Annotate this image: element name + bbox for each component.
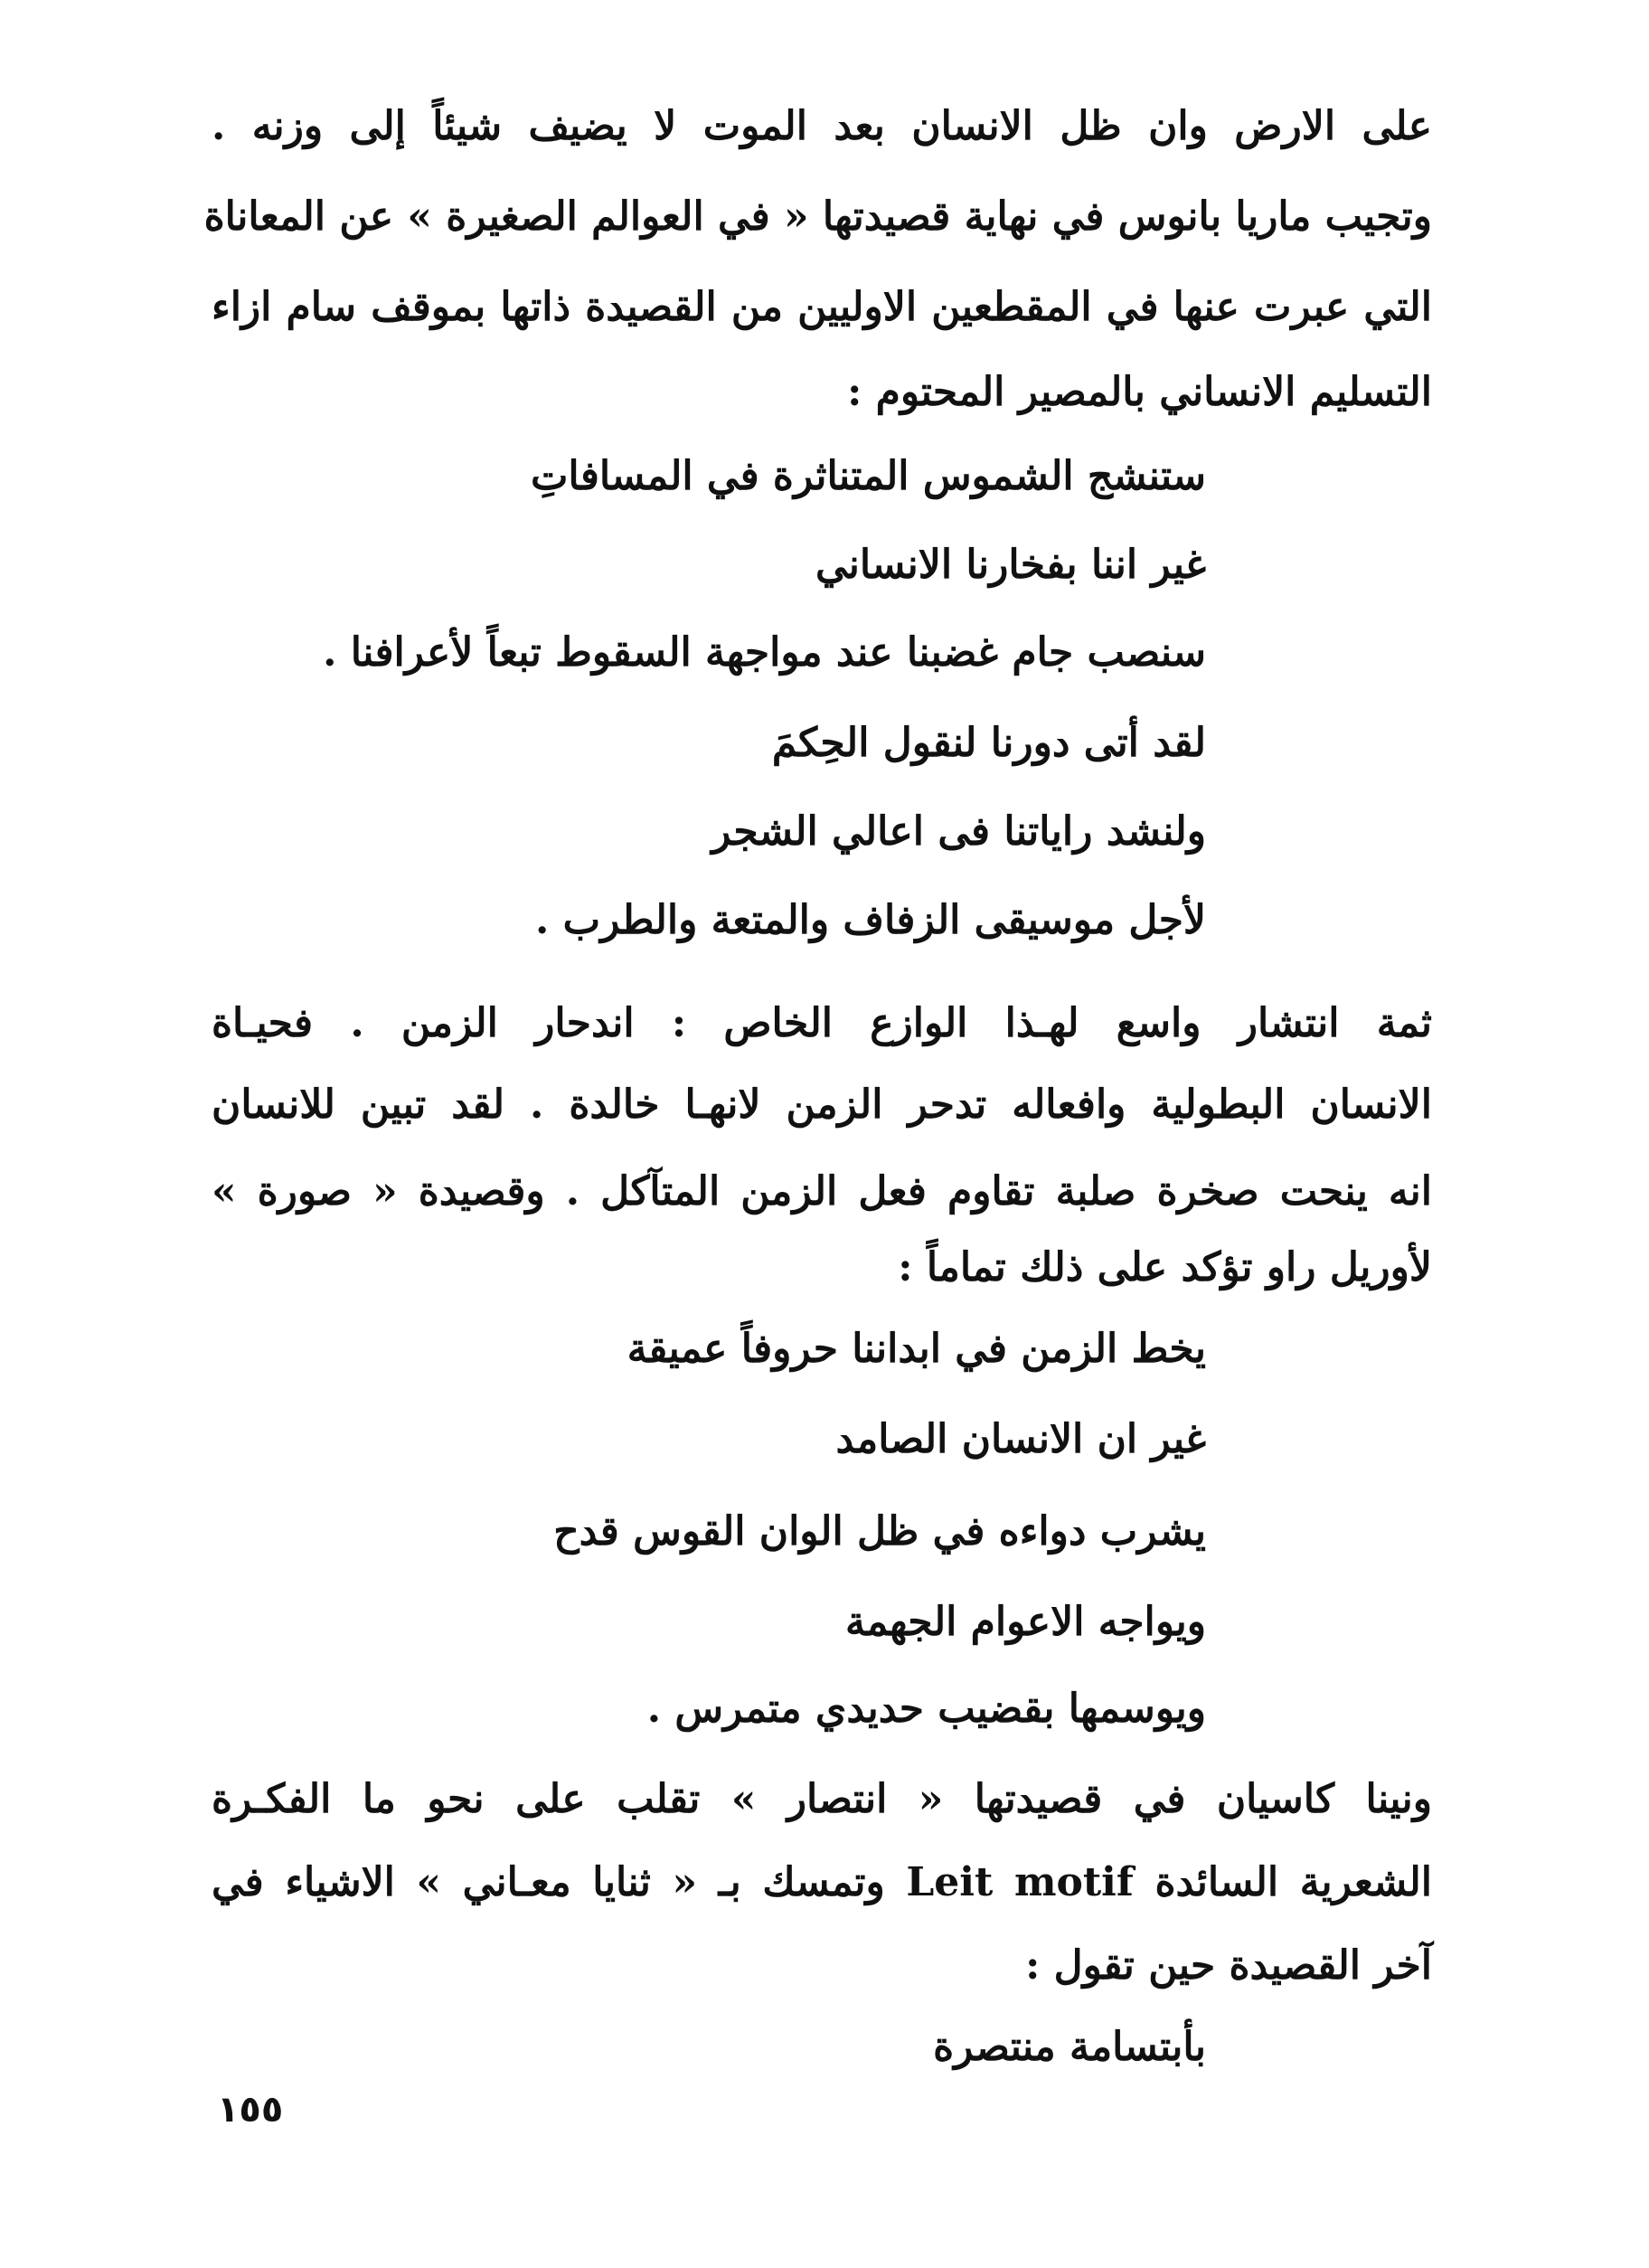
verse-line: ويوسمها بقضيب حديدي متمرس .	[646, 1686, 1206, 1732]
prose-line: التي عبرت عنها في المقطعين الاوليين من القصيدة ذاتها بموقف سام ازاء	[212, 284, 1432, 330]
verse-line: لأجل موسيقى الزفاف والمتعة والطرب .	[535, 897, 1206, 943]
prose-line: آخر القصيدة حين تقول :	[1025, 1942, 1432, 1989]
verse-line: ولنشد راياتنا فى اعالي الشجر	[711, 808, 1206, 855]
prose-line: التسليم الانساني بالمصير المحتوم :	[847, 369, 1432, 415]
prose-line: وتجيب ماريا بانوس في نهاية قصيدتها « في العوالم الصغيرة » عن المعاناة	[203, 194, 1432, 240]
prose-line: ثمة انتشار واسع لهـذا الوازع الخاص : اندحار الزمن . فحيـاة	[212, 1000, 1432, 1046]
verse-line: غير ان الانسان الصامد	[835, 1416, 1206, 1462]
verse-line: ويواجه الاعوام الجهمة	[845, 1599, 1206, 1645]
prose-line: الانسان البطولية وافعاله تدحر الزمن لانهـا خالدة . لقد تبين للانسان	[212, 1082, 1432, 1128]
prose-line: لأوريل راو تؤكد على ذلك تماماً :	[898, 1244, 1432, 1290]
verse-line: سنصب جام غضبنا عند مواجهة السقوط تبعاً لأعرافنا .	[323, 629, 1206, 676]
verse-line: لقد أتى دورنا لنقول الحِكمَ	[771, 720, 1206, 766]
verse-line: يخط الزمن في ابداننا حروفاً عميقة	[627, 1326, 1206, 1372]
prose-line: انه ينحت صخرة صلبة تقاوم فعل الزمن المتآكل . وقصيدة « صورة »	[212, 1168, 1432, 1214]
verse-line: يشرب دواءه في ظل الوان القوس قدح	[553, 1508, 1206, 1555]
verse-line: بأبتسامة منتصرة	[933, 2024, 1206, 2070]
verse-line: غير اننا بفخارنا الانساني	[815, 542, 1206, 588]
prose-line: الشعرية السائدة Leit motif وتمسك بـ « ثنايا معـاني » الاشياء في	[212, 1859, 1433, 1905]
verse-line: ستنشج الشموس المتناثرة في المسافاتِ	[530, 453, 1206, 499]
prose-line: على الارض وان ظل الانسان بعد الموت لا يضيف شيئاً إلى وزنه .	[212, 103, 1432, 149]
prose-line: ونينا كاسيان في قصيدتها « انتصار » تقلب على نحو ما الفكـرة	[212, 1776, 1432, 1822]
page-number: ١٥٥	[217, 2089, 284, 2131]
